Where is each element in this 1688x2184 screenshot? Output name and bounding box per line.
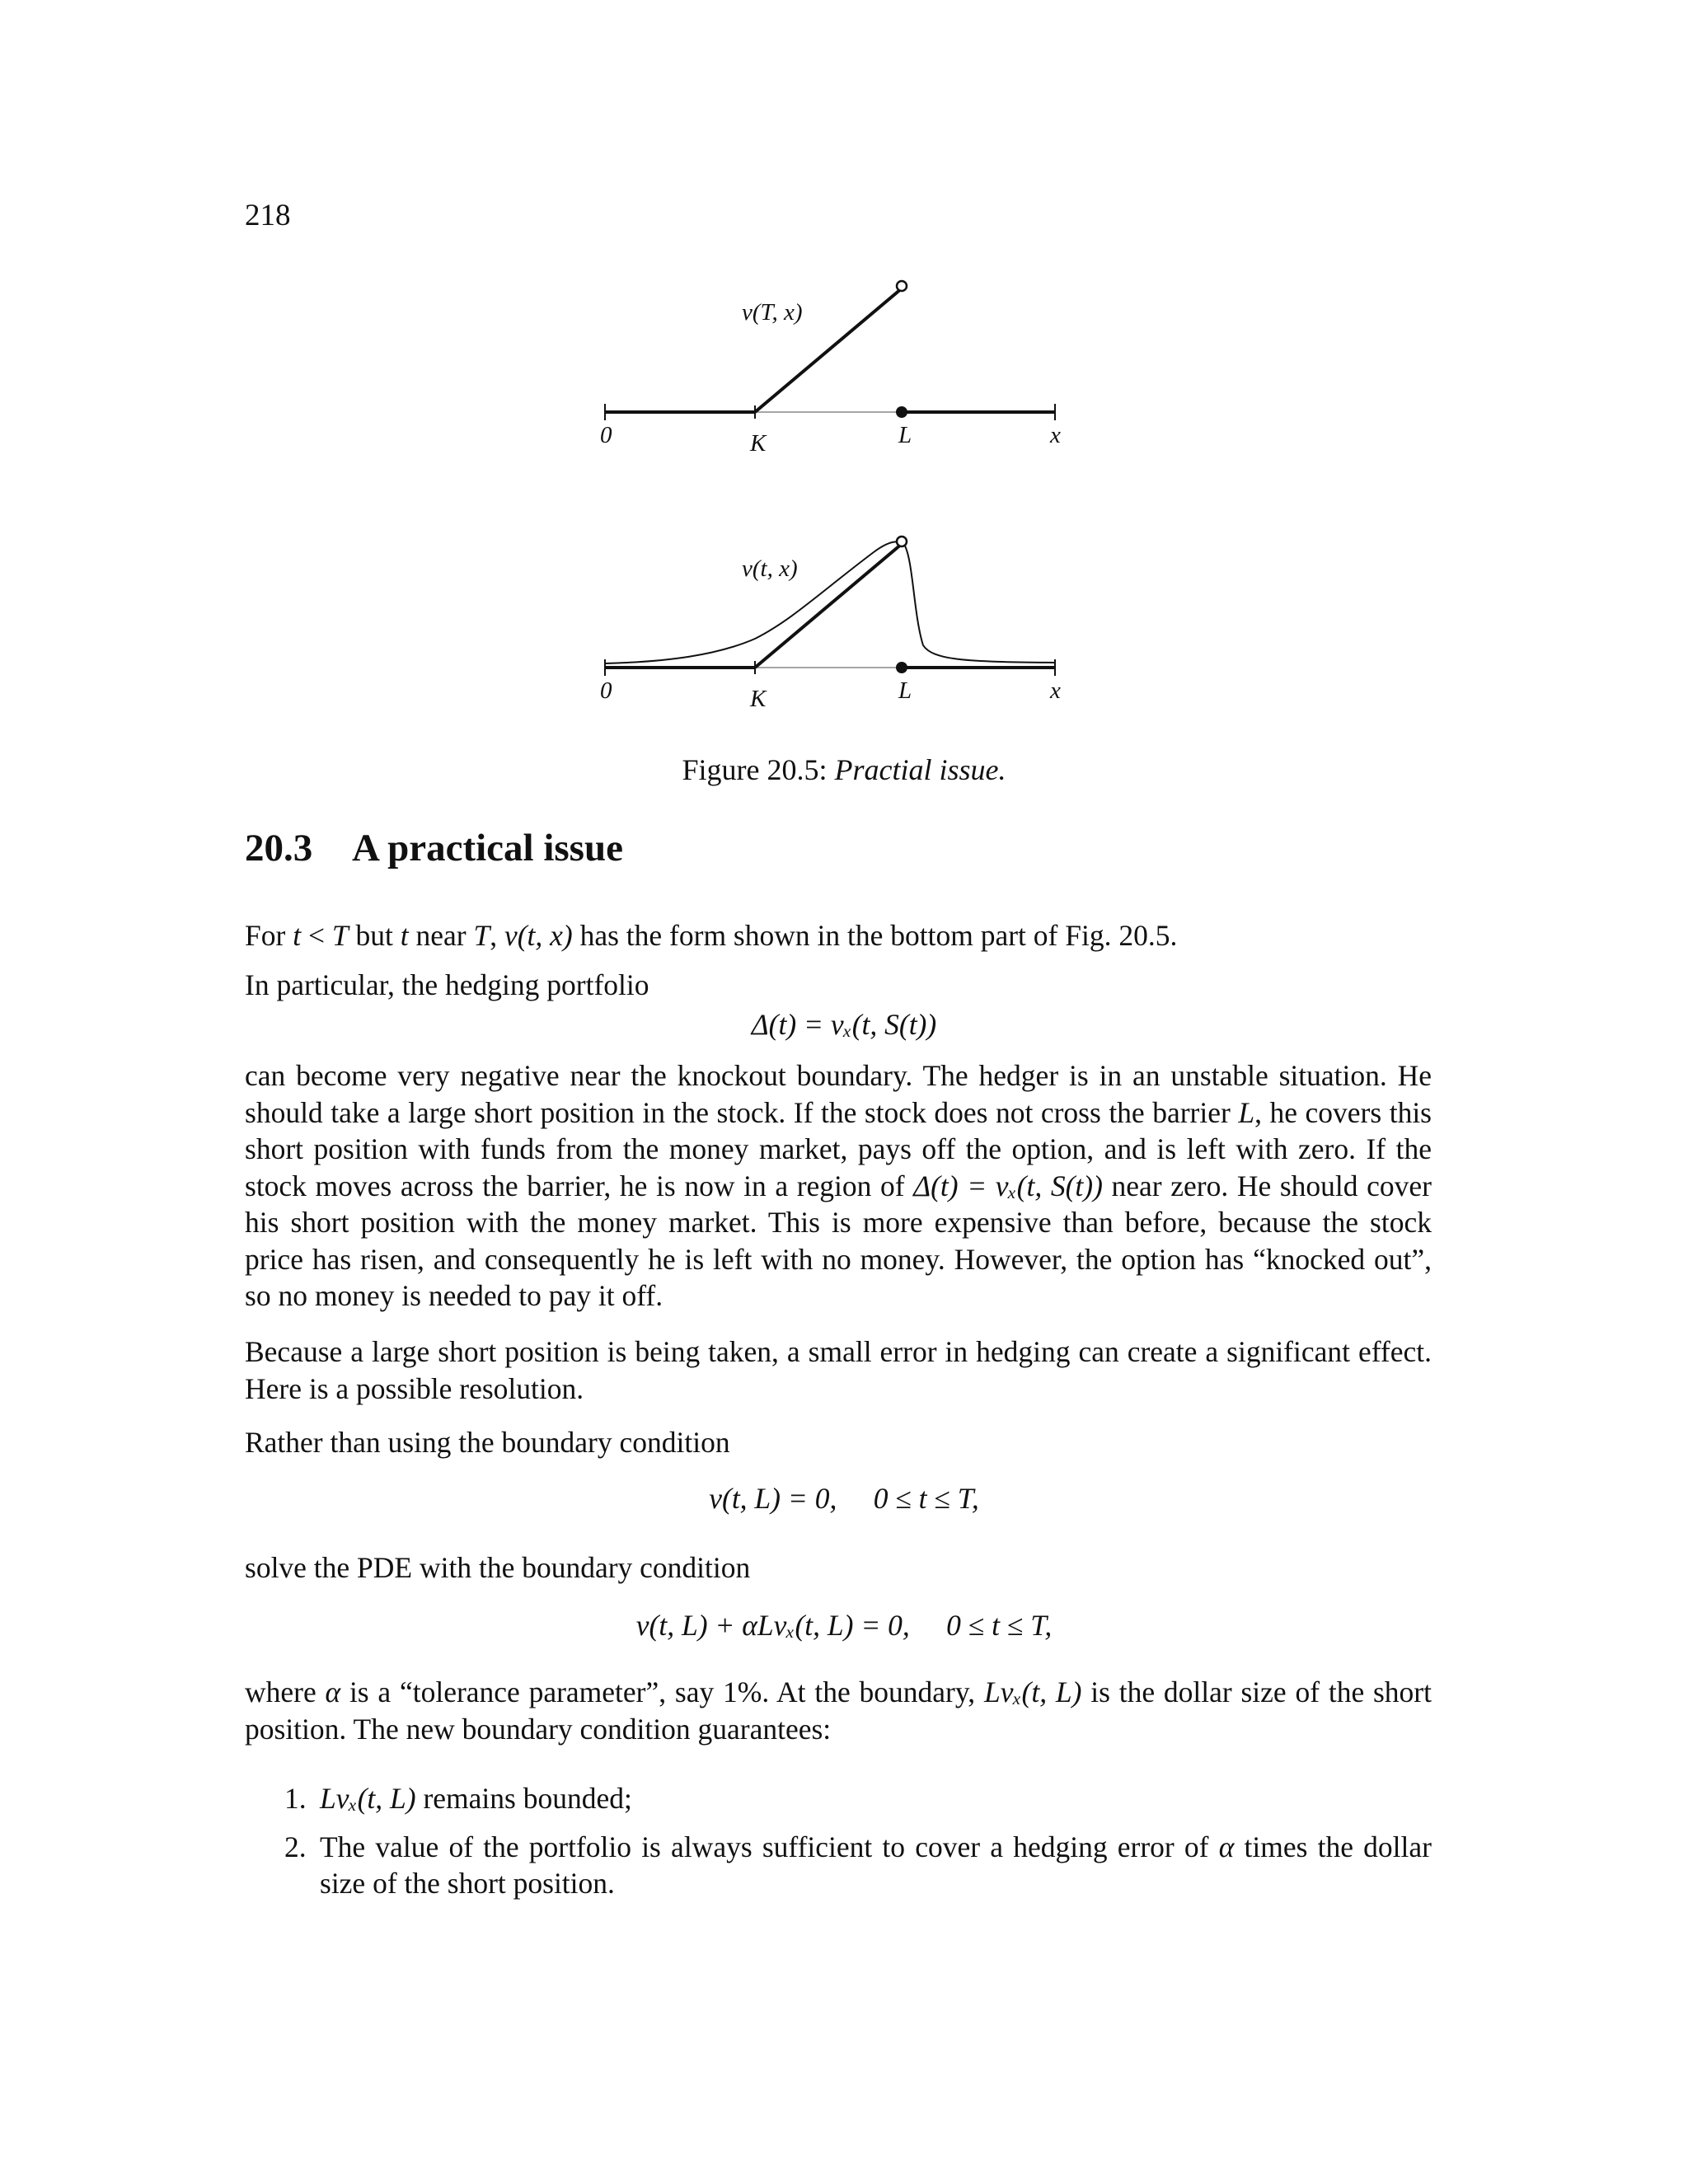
page-number: 218	[245, 199, 291, 232]
figure-20-5	[577, 268, 1113, 729]
bottom-axis-label-k: K	[750, 686, 767, 712]
section-title-text: A practical issue	[352, 827, 623, 869]
bottom-axis-label-0: 0	[600, 677, 612, 704]
paragraph-3: can become very negative near the knockout boundary. The hedger is in an unstable situation. He should take a large short position in the stock. If the stock does not cross the barrier L, he covers this short position with funds from the money market, pays off the option, and is left with zero. If the stock moves across the barrier, he is now in a region of Δ(t) = vₓ(t, S(t)) near zero. He should cover his short position with the money market. This is more expensive than before, because the stock price has risen, and consequently he is left with no money. However, the option has “knocked out”, so no money is needed to pay it off.	[245, 1059, 1432, 1312]
equation-boundary-2: v(t, L) + αLvₓ(t, L) = 0, 0 ≤ t ≤ T,	[635, 1609, 1053, 1642]
equation-boundary-1: v(t, L) = 0, 0 ≤ t ≤ T,	[709, 1482, 979, 1515]
figure-svg	[577, 268, 1113, 729]
bottom-curve-label: v(t, x)	[742, 555, 798, 582]
top-axis-label-l: L	[898, 422, 912, 448]
top-axis-label-0: 0	[600, 422, 612, 448]
bottom-open-circle	[897, 537, 907, 546]
figure-caption	[0, 752, 1688, 787]
top-axis-label-x: x	[1050, 422, 1061, 448]
top-filled-circle	[896, 406, 907, 418]
paragraph-6: solve the PDE with the boundary condition	[245, 1551, 751, 1584]
bottom-panel	[600, 537, 1061, 712]
guarantee-list	[284, 1780, 1432, 1914]
top-curve-label: v(T, x)	[742, 299, 803, 326]
caption-prefix: Figure 20.5:	[682, 753, 828, 786]
list-item: 1. Lvₓ(t, L) remains bounded;	[284, 1782, 632, 1815]
list-item: 2. The value of the portfolio is always sufficient to cover a hedging error of α times the dollar size of the short position.	[284, 1830, 1432, 1900]
section-heading	[245, 826, 623, 870]
paragraph-7: where α is a “tolerance parameter”, say 1%. At the boundary, Lvₓ(t, L) is the dollar size of the short position. The new boundary condition guarantees:	[245, 1675, 1432, 1746]
top-axis-label-k: K	[750, 430, 767, 457]
top-panel	[600, 281, 1061, 457]
paragraph-5: Rather than using the boundary condition	[245, 1426, 730, 1459]
paragraph-4: Because a large short position is being taken, a small error in hedging can create a significant effect. Here is a possible resolution.	[245, 1335, 1432, 1405]
top-open-circle	[897, 281, 907, 291]
paragraph-1: For t < T but t near T, v(t, x) has the form shown in the bottom part of Fig. 20.5.	[245, 919, 1178, 952]
bottom-filled-circle	[896, 662, 907, 673]
equation-delta: Δ(t) = vₓ(t, S(t))	[751, 1008, 937, 1041]
section-number: 20.3	[245, 827, 313, 869]
paragraph-2: In particular, the hedging portfolio	[245, 968, 649, 1001]
bottom-axis-label-x: x	[1050, 677, 1061, 704]
bottom-axis-label-l: L	[898, 677, 912, 704]
caption-title: Practial issue.	[834, 753, 1006, 786]
